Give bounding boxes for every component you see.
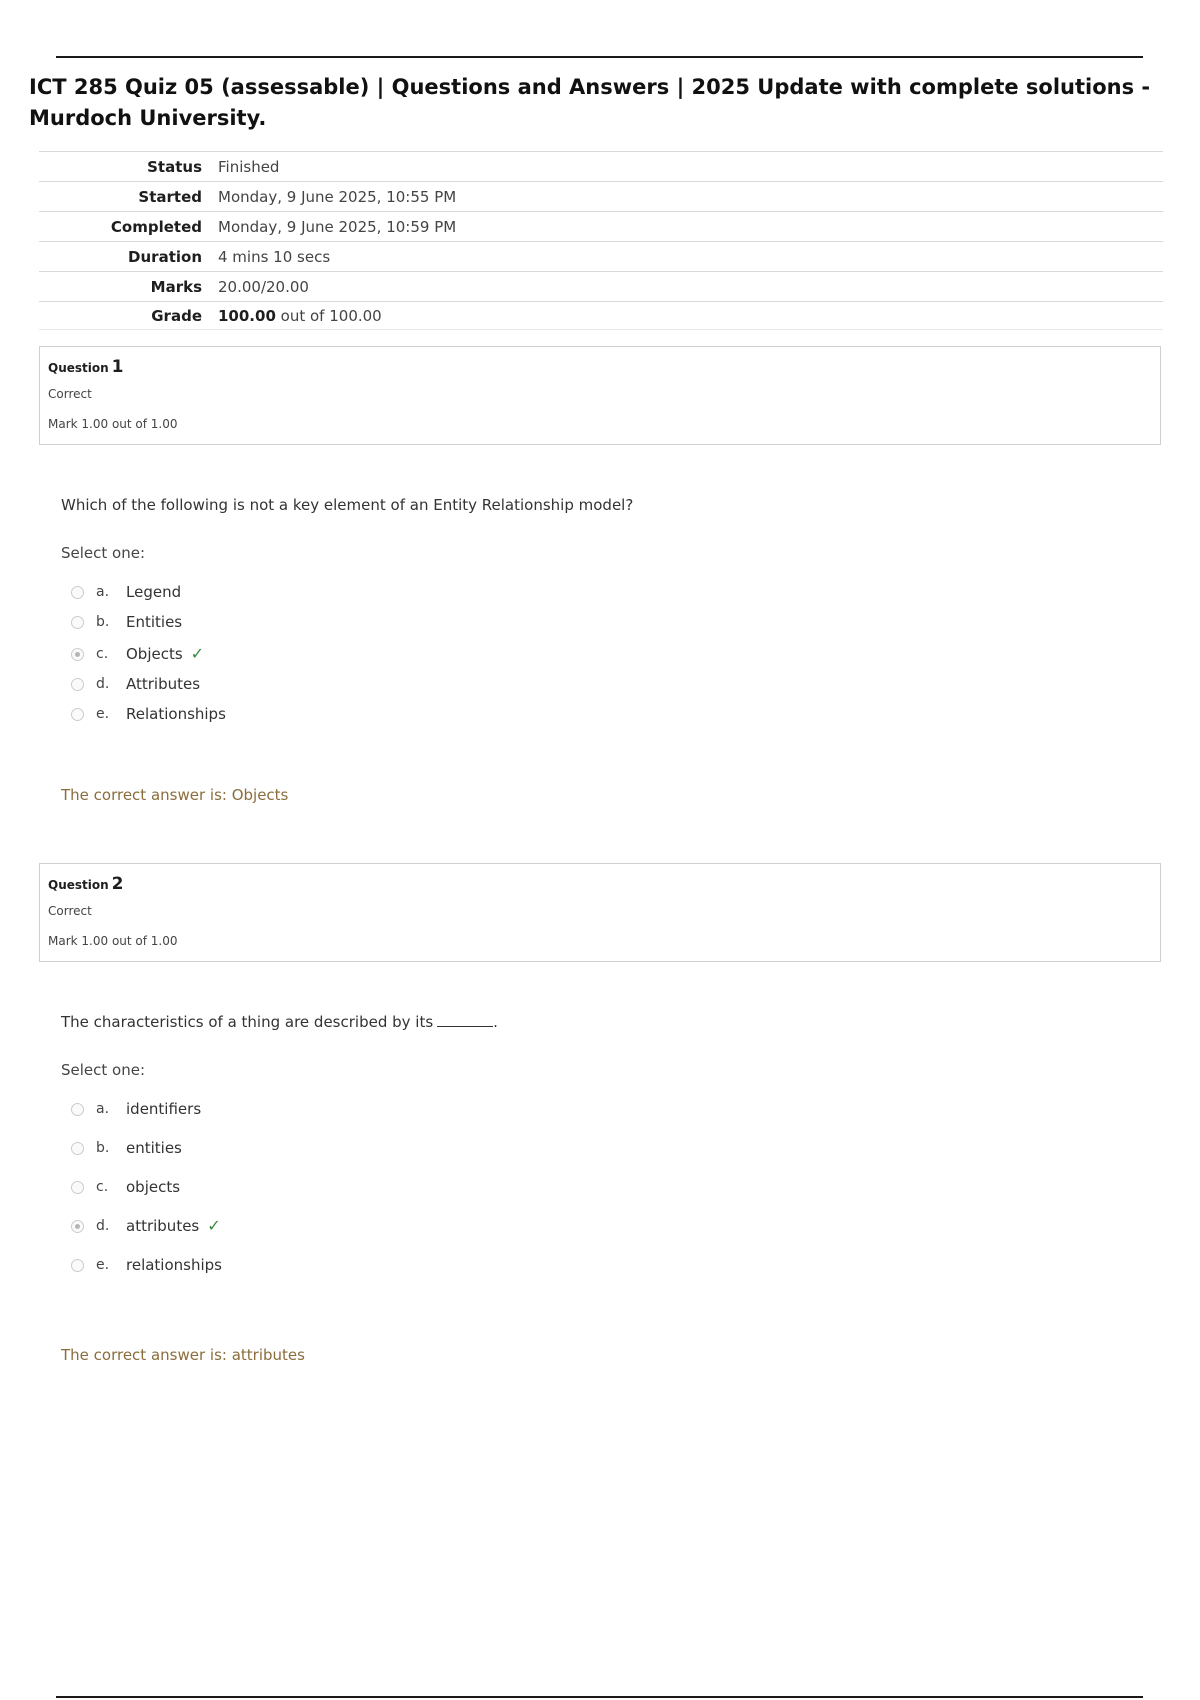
summary-row-duration <box>39 241 1163 271</box>
grade-suffix: out of 100.00 <box>280 306 382 325</box>
radio-unchecked-icon[interactable] <box>71 1181 84 1194</box>
question-number <box>48 357 124 377</box>
question-info-box <box>39 346 1161 445</box>
question-number <box>48 874 124 894</box>
option-text: Objects <box>126 645 183 663</box>
summary-value: Monday, 9 June 2025, 10:55 PM <box>218 187 457 206</box>
question-text: Which of the following is not a key element of an Entity Relationship model? <box>61 496 634 514</box>
question-mark: Mark 1.00 out of 1.00 <box>48 934 178 948</box>
summary-row-completed <box>39 211 1163 241</box>
bottom-rule <box>56 1696 1143 1698</box>
question-mark: Mark 1.00 out of 1.00 <box>48 417 178 431</box>
option-text: Legend <box>126 583 182 601</box>
summary-row-status <box>39 151 1163 181</box>
correct-answer-feedback: The correct answer is: attributes <box>61 1346 305 1364</box>
radio-unchecked-icon[interactable] <box>71 1259 84 1272</box>
option-text: entities <box>126 1139 182 1157</box>
option-text: relationships <box>126 1256 222 1274</box>
answer-option[interactable] <box>71 1254 222 1276</box>
radio-unchecked-icon[interactable] <box>71 1142 84 1155</box>
radio-checked-icon[interactable] <box>71 1220 84 1233</box>
radio-unchecked-icon[interactable] <box>71 616 84 629</box>
option-text: Attributes <box>126 675 201 693</box>
summary-row-started <box>39 181 1163 211</box>
option-letter: c. <box>96 646 109 662</box>
quiz-summary-table <box>39 151 1163 330</box>
top-rule <box>56 56 1143 58</box>
question-info-box <box>39 863 1161 962</box>
option-letter: e. <box>96 1257 110 1273</box>
question-state: Correct <box>48 904 92 918</box>
answer-option[interactable] <box>71 703 226 725</box>
question-text <box>61 1013 498 1031</box>
summary-key: Status <box>147 157 202 176</box>
radio-unchecked-icon[interactable] <box>71 678 84 691</box>
question-text-suffix: . <box>493 1013 498 1031</box>
radio-unchecked-icon[interactable] <box>71 1103 84 1116</box>
checkmark-icon: ✓ <box>207 1216 221 1235</box>
option-letter: c. <box>96 1179 109 1195</box>
select-one-label: Select one: <box>61 1061 146 1079</box>
summary-value: 4 mins 10 secs <box>218 247 331 266</box>
document-title: ICT 285 Quiz 05 (assessable) | Questions and Answers | 2025 Update with complete solutions - Murdoch University. <box>29 75 1151 130</box>
option-letter: e. <box>96 706 110 722</box>
option-text: objects <box>126 1178 181 1196</box>
option-letter: b. <box>96 1140 110 1156</box>
summary-row-grade <box>39 301 1163 330</box>
question-text-main: The characteristics of a thing are described by its <box>61 1013 434 1031</box>
answer-option[interactable] <box>71 581 181 603</box>
correct-answer-feedback: The correct answer is: Objects <box>61 786 289 804</box>
answer-option[interactable] <box>71 611 182 633</box>
option-text: Entities <box>126 613 183 631</box>
answer-option[interactable] <box>71 673 200 695</box>
checkmark-icon: ✓ <box>190 644 205 663</box>
summary-key: Completed <box>110 217 202 236</box>
summary-row-marks <box>39 271 1163 301</box>
select-one-label: Select one: <box>61 544 146 562</box>
option-text: attributes <box>126 1217 200 1235</box>
summary-key: Marks <box>150 277 202 296</box>
radio-unchecked-icon[interactable] <box>71 708 84 721</box>
question-label: Question <box>48 878 109 892</box>
question-label: Question <box>48 361 109 375</box>
answer-option[interactable] <box>71 1176 180 1198</box>
question-number-value: 2 <box>111 874 124 894</box>
option-text: Relationships <box>126 705 226 723</box>
radio-checked-icon[interactable] <box>71 648 84 661</box>
summary-value: 20.00/20.00 <box>218 277 309 296</box>
answer-option-selected[interactable] <box>71 1215 221 1237</box>
question-state: Correct <box>48 387 92 401</box>
option-letter: a. <box>96 584 110 600</box>
radio-unchecked-icon[interactable] <box>71 586 84 599</box>
option-letter: d. <box>96 676 110 692</box>
answer-option[interactable] <box>71 1098 201 1120</box>
answer-option[interactable] <box>71 1137 182 1159</box>
summary-key: Duration <box>128 247 202 266</box>
grade-value: 100.00 <box>218 306 276 325</box>
summary-value: Monday, 9 June 2025, 10:59 PM <box>218 217 457 236</box>
question-number-value: 1 <box>111 357 124 377</box>
option-letter: d. <box>96 1218 110 1234</box>
option-letter: a. <box>96 1101 110 1117</box>
answer-option-selected[interactable] <box>71 643 204 665</box>
option-text: identifiers <box>126 1100 202 1118</box>
summary-key: Started <box>138 187 202 206</box>
summary-key: Grade <box>151 306 202 325</box>
option-letter: b. <box>96 614 110 630</box>
summary-value <box>218 307 382 325</box>
fill-in-blank <box>437 1014 493 1027</box>
summary-value: Finished <box>218 157 280 176</box>
